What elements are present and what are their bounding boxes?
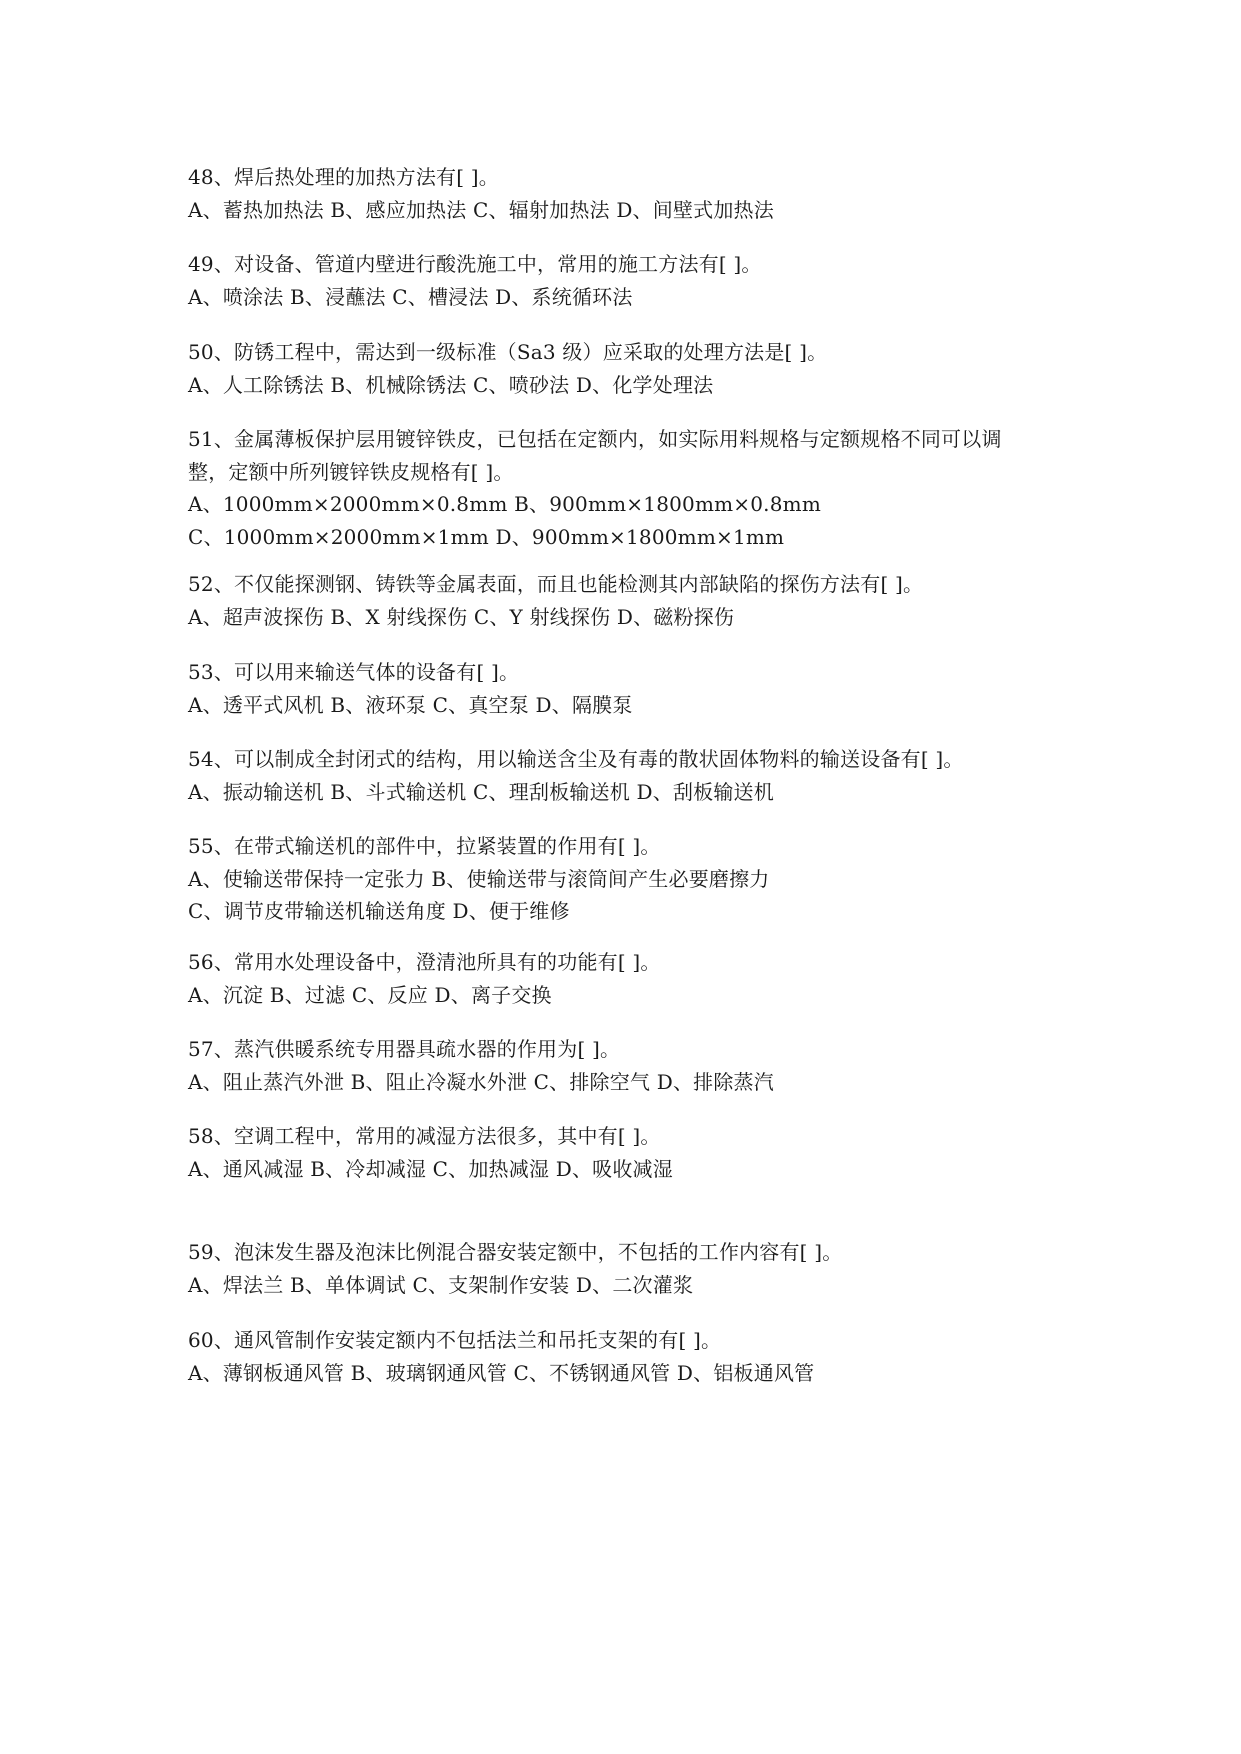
question-56 xyxy=(188,946,1068,1011)
question-text: 54、可以制成全封闭式的结构，用以输送含尘及有毒的散状固体物料的输送设备有[ ]。 xyxy=(188,747,964,771)
question-53 xyxy=(188,656,1068,721)
question-54 xyxy=(188,743,1068,808)
question-text-continued: 整，定额中所列镀锌铁皮规格有[ ]。 xyxy=(188,459,514,484)
question-options: A、1000mm×2000mm×0.8mm B、900mm×1800mm×0.8mm xyxy=(188,492,821,516)
question-55 xyxy=(188,830,1068,928)
question-text: 53、可以用来输送气体的设备有[ ]。 xyxy=(188,660,520,684)
question-options: A、沉淀 B、过滤 C、反应 D、离子交换 xyxy=(188,982,552,1007)
question-59 xyxy=(188,1236,1068,1301)
question-58 xyxy=(188,1120,1068,1185)
question-51 xyxy=(188,423,1068,553)
question-text: 48、焊后热处理的加热方法有[ ]。 xyxy=(188,165,500,189)
question-text: 58、空调工程中，常用的减湿方法很多，其中有[ ]。 xyxy=(188,1124,661,1148)
question-text: 49、对设备、管道内壁进行酸洗施工中，常用的施工方法有[ ]。 xyxy=(188,252,762,276)
question-options: A、超声波探伤 B、X 射线探伤 C、Y 射线探伤 D、磁粉探伤 xyxy=(188,604,735,629)
question-text: 51、金属薄板保护层用镀锌铁皮，已包括在定额内，如实际用料规格与定额规格不同可以调 xyxy=(188,427,1002,451)
question-text: 55、在带式输送机的部件中，拉紧装置的作用有[ ]。 xyxy=(188,834,661,858)
question-text: 52、不仅能探测钢、铸铁等金属表面，而且也能检测其内部缺陷的探伤方法有[ ]。 xyxy=(188,572,924,596)
question-60 xyxy=(188,1324,1068,1389)
question-options: A、喷涂法 B、浸蘸法 C、槽浸法 D、系统循环法 xyxy=(188,284,633,309)
question-options: A、人工除锈法 B、机械除锈法 C、喷砂法 D、化学处理法 xyxy=(188,372,714,397)
question-options: C、1000mm×2000mm×1mm D、900mm×1800mm×1mm xyxy=(188,524,785,549)
question-52 xyxy=(188,568,1068,633)
question-options: A、振动输送机 B、斗式输送机 C、理刮板输送机 D、刮板输送机 xyxy=(188,779,774,804)
question-text: 59、泡沫发生器及泡沫比例混合器安装定额中，不包括的工作内容有[ ]。 xyxy=(188,1240,843,1264)
question-48 xyxy=(188,161,1068,226)
question-options: A、阻止蒸汽外泄 B、阻止冷凝水外泄 C、排除空气 D、排除蒸汽 xyxy=(188,1069,774,1094)
question-options: A、蓄热加热法 B、感应加热法 C、辐射加热法 D、间壁式加热法 xyxy=(188,197,774,222)
question-text: 57、蒸汽供暖系统专用器具疏水器的作用为[ ]。 xyxy=(188,1037,621,1061)
question-options: A、透平式风机 B、液环泵 C、真空泵 D、隔膜泵 xyxy=(188,692,633,717)
question-options: C、调节皮带输送机输送角度 D、便于维修 xyxy=(188,899,570,923)
question-49 xyxy=(188,248,1068,313)
question-text: 56、常用水处理设备中，澄清池所具有的功能有[ ]。 xyxy=(188,950,661,974)
question-options: A、使输送带保持一定张力 B、使输送带与滚筒间产生必要磨擦力 xyxy=(188,866,770,891)
question-text: 60、通风管制作安装定额内不包括法兰和吊托支架的有[ ]。 xyxy=(188,1328,722,1352)
question-options: A、通风减湿 B、冷却减湿 C、加热减湿 D、吸收减湿 xyxy=(188,1156,673,1181)
question-57 xyxy=(188,1033,1068,1098)
question-50 xyxy=(188,336,1068,401)
question-options: A、薄钢板通风管 B、玻璃钢通风管 C、不锈钢通风管 D、铝板通风管 xyxy=(188,1360,815,1385)
question-text: 50、防锈工程中，需达到一级标准（Sa3 级）应采取的处理方法是[ ]。 xyxy=(188,340,828,364)
question-options: A、焊法兰 B、单体调试 C、支架制作安装 D、二次灌浆 xyxy=(188,1272,694,1297)
